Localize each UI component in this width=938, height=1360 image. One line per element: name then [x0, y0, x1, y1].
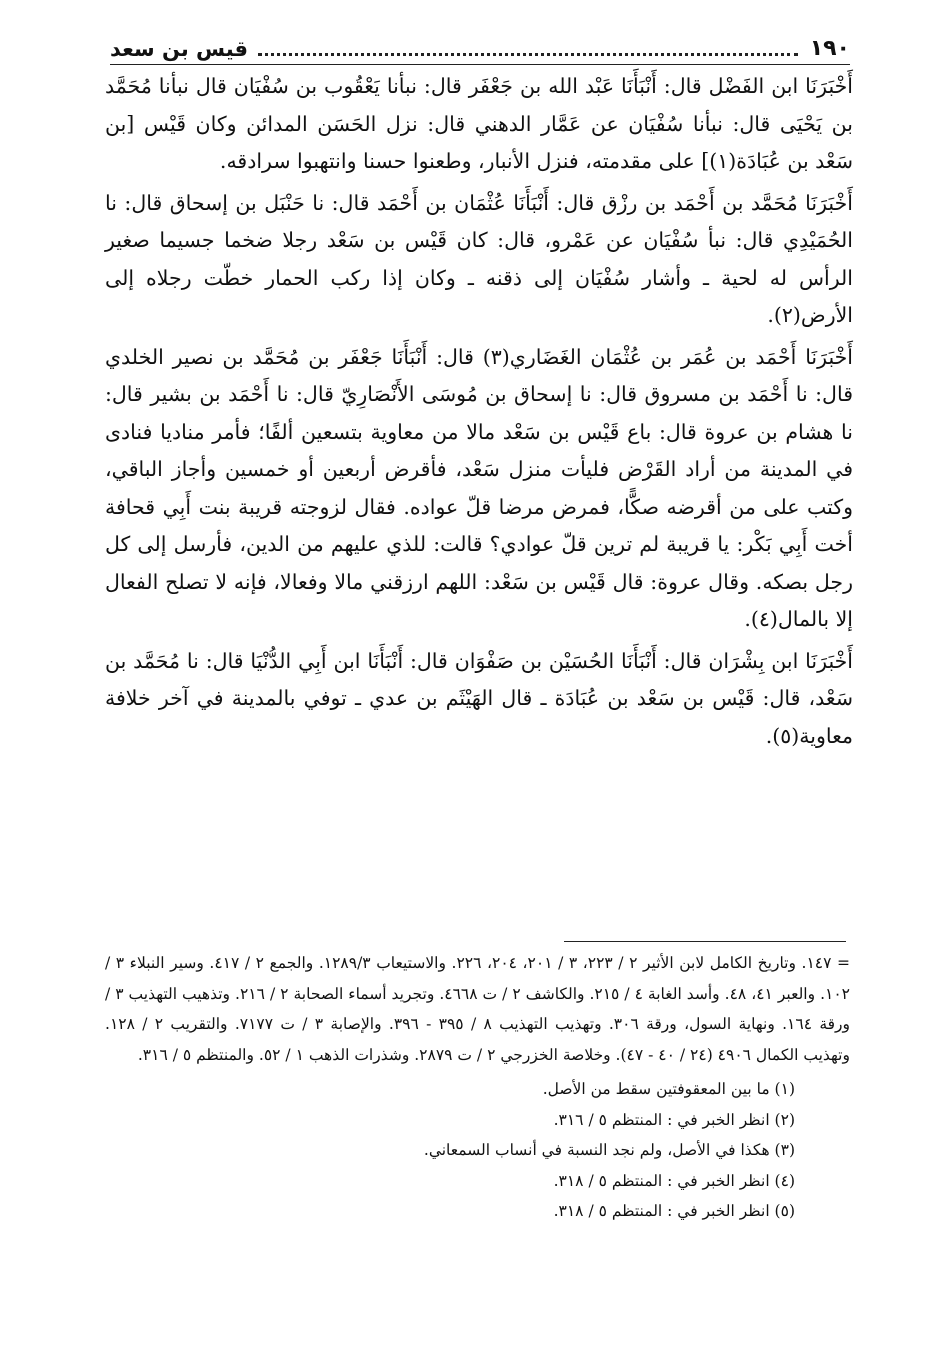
footnote-1: (١) ما بين المعقوفتين سقط من الأصل.	[542, 1080, 795, 1098]
main-text	[105, 68, 853, 759]
paragraph-1: أَخْبَرَنَا ابن الفَضْل قال: أَنْبَأَنَا عَبْد الله بن جَعْفَر قال: نبأنا يَعْقُوب بن سُفْيَان قال نبأنا مُحَمَّد بن يَحْيَى قال: نبأنا سُفْيَان عن عَمَّار الدهني قال: نزل الحَسَن المدائن وكان قَيْس [بن سَعْد بن عُبَادَة(١)] على مقدمته، فنزل الأنبار، وطعنوا حسنا وانتهبوا سرادقه.	[105, 74, 853, 173]
footnote-divider	[564, 941, 846, 942]
running-title: قيس بن سعد	[110, 37, 249, 61]
page-number: ١٩٠	[809, 36, 850, 61]
page-header	[110, 30, 850, 65]
paragraph-2: أَخْبَرَنَا مُحَمَّد بن أَحْمَد بن رزْق قال: أَنْبَأَنَا عُثْمَان بن أَحْمَد قال: نا حَنْبَل بن إسحاق قال: نا الحُمَيْدِي قال: نبأ سُفْيَان عن عَمْرو، قال: كان قَيْس بن سَعْد رجلا ضخما جسيما صغير الرأس له لحية ـ وأشار سُفْيَان إلى ذقنه ـ وكان إذا ركب الحمار خطّت رجلاه إلى الأرض(٢).	[105, 190, 853, 327]
header-dot-leader	[258, 39, 798, 56]
footnote-3: (٣) هكذا في الأصل، ولم نجد النسبة في أنساب السمعاني.	[423, 1141, 795, 1159]
footnote-5: (٥) انظر الخبر في : المنتظم ٥ / ٣١٨.	[553, 1202, 795, 1220]
paragraph-4: أَخْبَرَنَا ابن بِشْرَان قال: أَنْبَأَنَا الحُسَيْن بن صَفْوَان قال: أَنْبَأَنَا ابن أَبِي الدُّنْيَا قال: نا مُحَمَّد بن سَعْد، قال: قَيْس بن سَعْد بن عُبَادَة ـ قال الهَيْثَم بن عدي ـ توفي بالمدينة في آخر خلافة معاوية(٥).	[105, 648, 853, 748]
footnote-4: (٤) انظر الخبر في : المنتظم ٥ / ٣١٨.	[553, 1171, 795, 1190]
footnote-2: (٢) انظر الخبر في : المنتظم ٥ / ٣١٦.	[553, 1110, 795, 1129]
footnotes-section	[105, 948, 850, 1227]
footnote-continuation: = ١٤٧. وتاريخ الكامل لابن الأثير ٢ / ٢٢٣، ٣ / ٢٠١، ٢٠٤، ٢٢٦. والاستيعاب ١٢٨٩/٣. والجمع ٢ / ٤١٧. وسير النبلاء ٣ / ١٠٢. والعبر ٤١، ٤٨. وأسد الغابة ٤ / ٢١٥. والكاشف ٢ / ت ٤٦٦٨. وتجريد أسماء الصحابة ٢ / ٢١٦. وتذهيب التهذيب ٣ / ورقة ١٦٤. ونهاية السول، ورقة ٣٠٦. وتهذيب التهذيب ٨ / ٣٩٥ - ٣٩٦. والإصابة ٣ / ت ٧١٧٧. والتقريب ٢ / ١٢٨. وتهذيب الكمال ٤٩٠٦ (٢٤ / ٤٠ - ٤٧). وخلاصة الخزرجي ٢ / ت ٢٨٧٩. وشذرات الذهب ١ / ٥٢. والمنتظم ٥ / ٣١٦.	[105, 954, 851, 1064]
paragraph-3: أَخْبَرَنَا أَحْمَد بن عُمَر بن عُثْمَان الغَضَاري(٣) قال: أَنْبَأَنَا جَعْفَر بن مُحَمَّد بن نصير الخلدي قال: نا أَحْمَد بن مسروق قال: نا إسحاق بن مُوسَى الأَنْصَارِيّ قال: نا أَحْمَد بن بشير قال: نا هشام بن عروة قال: باع قَيْس بن سَعْد مالا من معاوية بتسعين ألفًا؛ فأمر مناديا فنادى في المدينة من أراد القَرْض فليأت منزل سَعْد، فأقرض أربعين أو خمسين وأجاز الباقي، وكتب على من أقرضه صكًّا، فمرض مرضا قلّ عواده. فقال لزوجته قريبة بنت أَبِي قحافة أخت أَبِي بَكْر: يا قريبة لم ترين قلّ عوادي؟ قالت: للذي عليهم من الدين، فأرسل إلى كل رجل بصكه. وقال عروة: قال قَيْس بن سَعْد: اللهم ارزقني مالا وفعالا، فإنه لا تصلح الفعال إلا بالمال(٤).	[105, 344, 854, 631]
